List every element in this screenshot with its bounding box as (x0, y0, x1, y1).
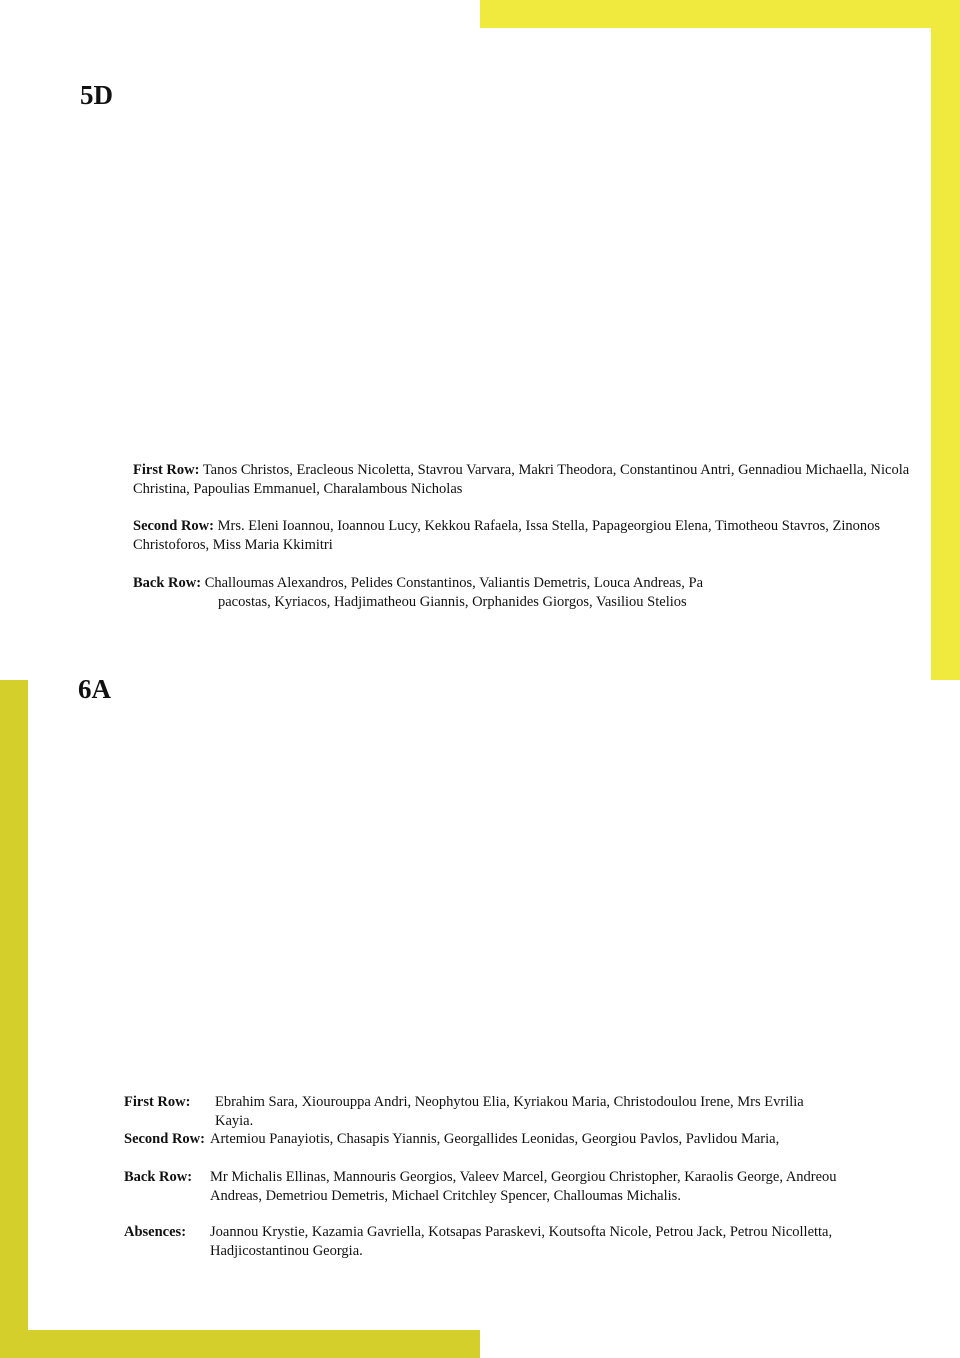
decorative-bar-bottom (0, 1330, 480, 1358)
caption-5d-first-row (133, 461, 913, 499)
row-names: Tanos Christos, Eracleous Nicoletta, Stavrou Varvara, Makri Theodora, Constantinou Antri, Gennadiou Michaella, Nicola Christina, Papoulias Emmanuel, Charalambous Nicholas (133, 462, 910, 497)
caption-6a-absences (124, 1223, 844, 1260)
caption-5d-back-row (133, 574, 913, 612)
row-label: First Row: (124, 1094, 191, 1110)
row-label: Absences: (124, 1224, 187, 1240)
row-names-line2: pacostas, Kyriacos, Hadjimatheou Giannis, Orphanides Giorgos, Vasiliou Stelios (218, 594, 687, 610)
caption-5d-second-row (133, 517, 913, 555)
row-names: Artemiou Panayiotis, Chasapis Yiannis, Georgallides Leonidas, Georgiou Pavlos, Pavlidou Maria, (210, 1131, 780, 1147)
decorative-bar-left (0, 680, 28, 1358)
row-label: Second Row: (124, 1131, 205, 1147)
row-names: Mr Michalis Ellinas, Mannouris Georgios, Valeev Marcel, Georgiou Christopher, Karaolis George, Andreou Andreas, Demetriou Demetris, Michael Critchley Spencer, Challoumas Michalis. (210, 1169, 837, 1204)
decorative-bar-top (480, 0, 960, 28)
row-label: Second Row: (133, 518, 214, 534)
caption-6a-back-row (124, 1168, 844, 1205)
row-label: Back Row: (133, 575, 202, 591)
row-names: Joannou Krystie, Kazamia Gavriella, Kotsapas Paraskevi, Koutsofta Nicole, Petrou Jack, Petrou Nicolletta, Hadjicostantinou Georgia. (210, 1224, 833, 1259)
caption-6a-first-row (124, 1093, 844, 1130)
caption-6a-second-row (124, 1130, 844, 1149)
class-title-6a: 6A (78, 674, 111, 704)
row-names-line1: Challoumas Alexandros, Pelides Constantinos, Valiantis Demetris, Louca Andreas, Pa (204, 575, 704, 591)
row-label: Back Row: (124, 1169, 193, 1185)
row-names: Mrs. Eleni Ioannou, Ioannou Lucy, Kekkou Rafaela, Issa Stella, Papageorgiou Elena, Timotheou Stavros, Zinonos Christoforos, Miss Maria Kkimitri (133, 518, 881, 553)
decorative-bar-right (931, 0, 960, 680)
row-names: Ebrahim Sara, Xiourouppa Andri, Neophytou Elia, Kyriakou Maria, Christodoulou Irene, Mrs Evrilia Kayia. (215, 1094, 804, 1129)
row-label: First Row: (133, 462, 200, 478)
class-title-5d: 5D (80, 80, 113, 110)
